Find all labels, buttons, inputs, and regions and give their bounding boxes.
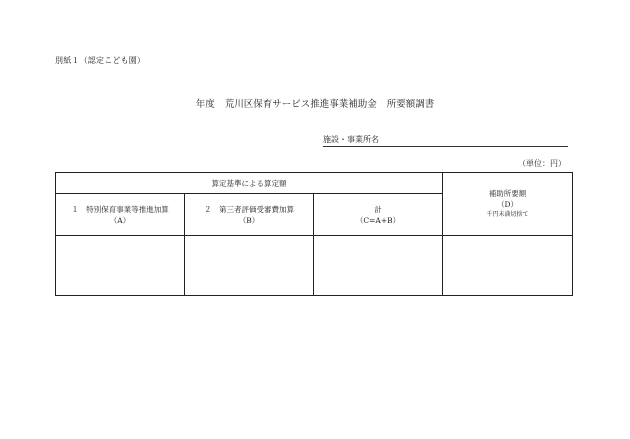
- col-a-title: １ 特別保育事業等推進加算: [71, 204, 169, 214]
- col-b-title: ２ 第三者評価受審費加算: [204, 204, 294, 214]
- value-d-cell[interactable]: [443, 236, 573, 296]
- attachment-label: 別紙１（認定こども園）: [55, 56, 146, 65]
- unit-label: （単位：円）: [518, 159, 566, 168]
- col-c-code: （C=A+B）: [355, 215, 401, 225]
- group-header: 算定基準による算定額: [211, 178, 287, 188]
- col-b-code: （B）: [238, 215, 260, 225]
- col-d-note: 千円未満切捨て: [486, 211, 529, 218]
- group-header-cell: [56, 173, 443, 194]
- col-b-header: [185, 194, 314, 236]
- col-d-title: 補助所要額: [488, 189, 527, 198]
- facility-name-field[interactable]: [323, 134, 568, 147]
- document-title: [0, 96, 630, 110]
- calculation-table: [55, 172, 573, 296]
- title-suffix: 所要額調書: [386, 99, 435, 110]
- col-c-title: 計: [374, 204, 382, 214]
- facility-name-label: 施設・事業所名: [323, 135, 379, 144]
- value-c-cell[interactable]: [314, 236, 443, 296]
- col-d-code: （D）: [497, 200, 519, 209]
- col-a-header: [56, 194, 185, 236]
- value-b-cell[interactable]: [185, 236, 314, 296]
- title-main: 荒川区保育サービス推進事業補助金: [224, 99, 377, 110]
- col-d-header: [443, 173, 573, 236]
- title-year: 年度: [195, 99, 215, 110]
- col-c-header: [314, 194, 443, 236]
- col-a-code: （A）: [109, 215, 131, 225]
- value-a-cell[interactable]: [56, 236, 185, 296]
